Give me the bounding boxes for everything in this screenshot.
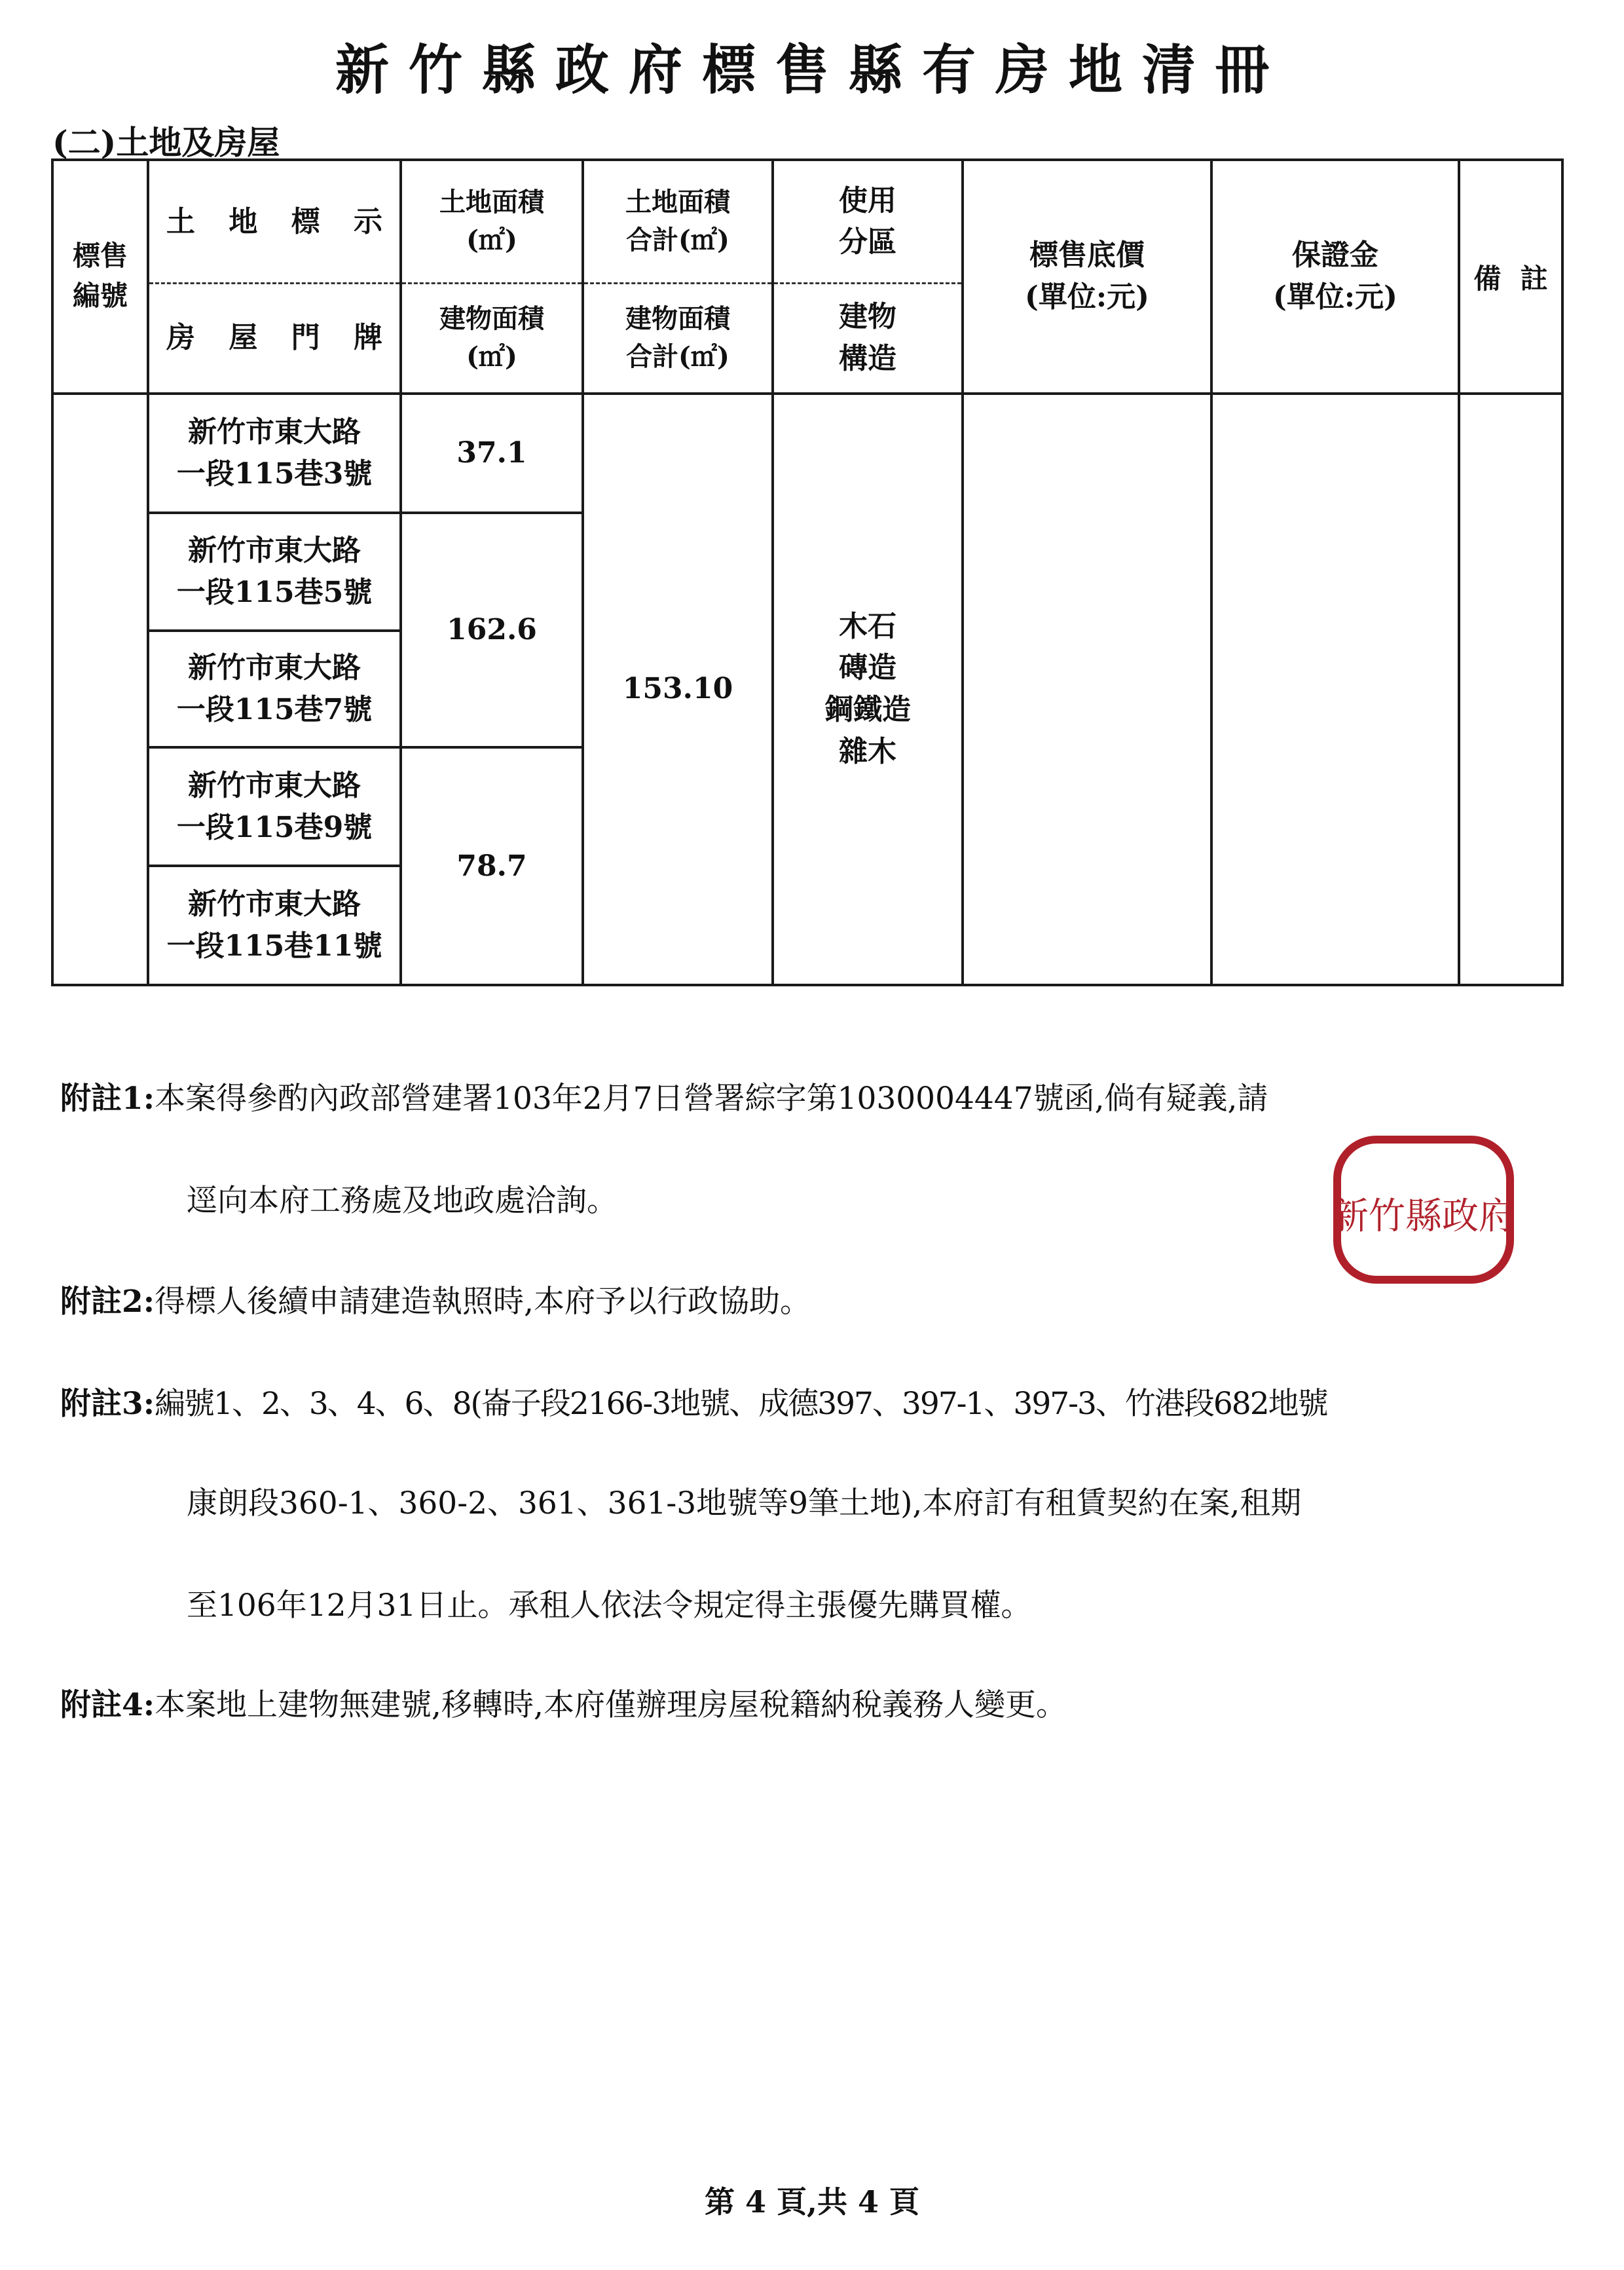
- note-1-line-1: 本案得參酌內政部營建署103年2月7日營署綜字第1030004447號函,倘有疑義,請: [155, 1081, 1268, 1117]
- remarks-cell: [1459, 394, 1562, 985]
- header-sale-no: 標售 編號: [52, 160, 148, 394]
- house-address-2: 新竹市東大路 一段115巷5號: [148, 513, 401, 631]
- house-address-1: 新竹市東大路 一段115巷3號: [148, 394, 401, 513]
- building-area-2: 162.6: [401, 513, 583, 748]
- building-structure: 木石 磚造 鋼鐵造 雜木: [773, 394, 963, 985]
- building-area-1: 37.1: [401, 394, 583, 513]
- official-seal: [1328, 1130, 1519, 1289]
- header-reserve-price: 標售底價 (單位:元): [963, 160, 1211, 394]
- property-register-table: [51, 158, 1564, 986]
- page-footer: 第 4 頁,共 4 頁: [704, 2184, 920, 2220]
- note-2-line-1: 得標人後續申請建造執照時,本府予以行政協助。: [155, 1284, 811, 1320]
- note-4-label: 附註4:: [60, 1687, 155, 1723]
- note-2-label: 附註2:: [60, 1284, 155, 1320]
- note-1-line-2: 逕向本府工務處及地政處洽詢。: [187, 1183, 618, 1219]
- sale-no-cell: [52, 394, 148, 985]
- note-1-label: 附註1:: [60, 1081, 155, 1117]
- note-3-label: 附註3:: [60, 1386, 155, 1422]
- house-address-3: 新竹市東大路 一段115巷7號: [148, 631, 401, 747]
- building-area-3: 78.7: [401, 747, 583, 985]
- note-2: [60, 1277, 811, 1321]
- header-remarks: 備 註: [1459, 160, 1562, 394]
- note-3-line-3: 至106年12月31日止。承租人依法令規定得主張優先購買權。: [187, 1588, 1032, 1624]
- reserve-price-cell: [963, 394, 1211, 985]
- note-3: [60, 1379, 1327, 1423]
- section-heading: (二)土地及房屋: [52, 123, 280, 162]
- note-4-line-1: 本案地上建物無建號,移轉時,本府僅辦理房屋稅籍納稅義務人變更。: [155, 1687, 1067, 1723]
- house-address-5: 新竹市東大路 一段115巷11號: [148, 866, 401, 985]
- header-deposit: 保證金 (單位:元): [1211, 160, 1459, 394]
- header-structure: 建物 構造: [773, 283, 963, 393]
- header-land-mark: 土 地 標 示: [148, 160, 401, 283]
- document-title: 新竹縣政府標售縣有房地清冊: [335, 39, 1289, 102]
- header-building-area-total: 建物面積 合計(㎡): [583, 283, 773, 393]
- note-3-line-1: 編號1、2、3、4、6、8(崙子段2166-3地號、成德397、397-1、397-3、竹港段682地號: [155, 1386, 1327, 1422]
- house-address-4: 新竹市東大路 一段115巷9號: [148, 747, 401, 865]
- header-zoning: 使用 分區: [773, 160, 963, 283]
- header-land-area-total: 土地面積 合計(㎡): [583, 160, 773, 283]
- seal-text: 新竹縣政府: [1332, 1195, 1515, 1238]
- header-house-plate: 房 屋 門 牌: [148, 283, 401, 393]
- header-land-area: 土地面積 (㎡): [401, 160, 583, 283]
- deposit-cell: [1211, 394, 1459, 985]
- building-area-total: 153.10: [583, 394, 773, 985]
- header-building-area: 建物面積 (㎡): [401, 283, 583, 393]
- note-1: [60, 1074, 1268, 1118]
- note-3-line-2: 康朗段360-1、360-2、361、361-3地號等9筆土地),本府訂有租賃契約在案,租期: [187, 1485, 1302, 1521]
- note-4: [60, 1681, 1067, 1724]
